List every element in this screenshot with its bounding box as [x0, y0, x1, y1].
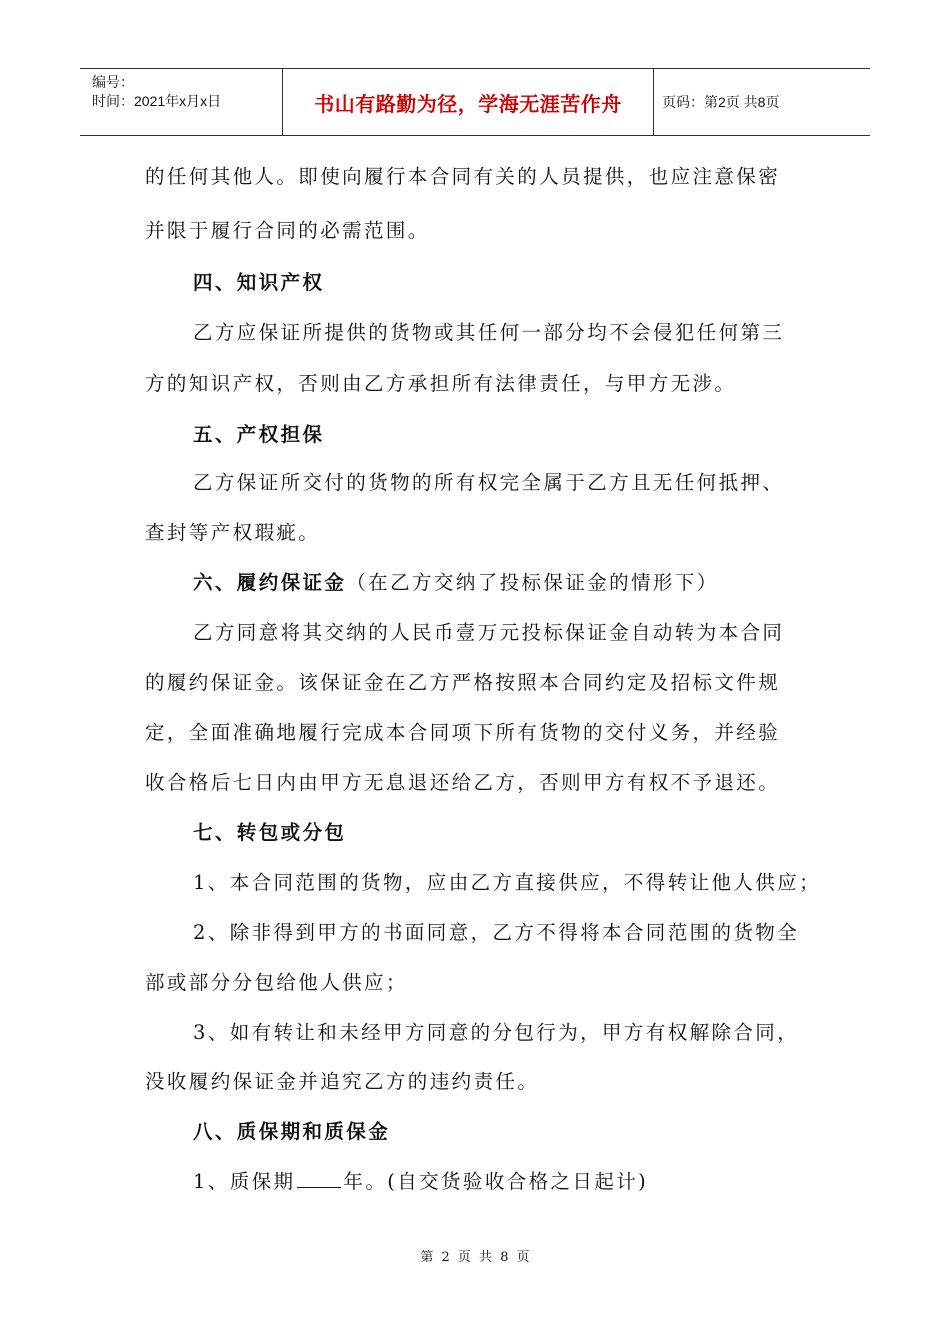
paragraph-line: 2、除非得到甲方的书面同意，乙方不得将本合同范围的货物全	[193, 921, 800, 944]
header-page-number: 页码：第2页 共8页	[662, 94, 780, 110]
header-motto: 书山有路勤为径，学海无涯苦作舟	[314, 91, 622, 116]
header-meta	[80, 69, 283, 135]
paragraph-line: 部或部分分包给他人供应；	[145, 971, 408, 994]
paragraph-line: 查封等产权瑕疵。	[145, 521, 321, 544]
section-heading: 七、转包或分包	[193, 821, 347, 844]
paragraph-line: 收合格后七日内由甲方无息退还给乙方，否则甲方有权不予退还。	[145, 771, 781, 794]
document-date: 时间：2021年x月x日	[92, 93, 222, 109]
paragraph-line: 方的知识产权，否则由乙方承担所有法律责任，与甲方无涉。	[145, 372, 737, 395]
section-heading-note: （在乙方交纳了投标保证金的情形下）	[346, 571, 719, 594]
section-heading: 四、知识产权	[193, 271, 325, 294]
header-motto-cell	[283, 69, 654, 135]
header-page-cell	[654, 69, 870, 135]
paragraph-line: 3、如有转让和未经甲方同意的分包行为，甲方有权解除合同，	[193, 1021, 800, 1044]
section-heading: 六、履约保证金	[193, 571, 347, 594]
paragraph-line	[193, 1169, 648, 1195]
document-number: 编号：	[92, 74, 134, 90]
paragraph-line: 乙方保证所交付的货物的所有权完全属于乙方且无任何抵押、	[193, 471, 785, 494]
section-heading: 五、产权担保	[193, 423, 325, 446]
warranty-period-label: 1、质保期	[193, 1170, 296, 1193]
section-heading: 八、质保期和质保金	[193, 1120, 391, 1143]
paragraph-line: 乙方同意将其交纳的人民币壹万元投标保证金自动转为本合同	[193, 621, 785, 644]
section-heading-line	[193, 570, 719, 596]
paragraph-line: 的任何其他人。即使向履行本合同有关的人员提供，也应注意保密	[145, 165, 781, 188]
paragraph-line: 乙方应保证所提供的货物或其任何一部分均不会侵犯任何第三	[193, 321, 785, 344]
warranty-period-suffix: 年。(自交货验收合格之日起计)	[343, 1170, 649, 1193]
paragraph-line: 的履约保证金。该保证金在乙方严格按照本合同约定及招标文件规	[145, 671, 781, 694]
paragraph-line: 1、本合同范围的货物，应由乙方直接供应，不得转让他人供应；	[193, 871, 822, 894]
page-header	[80, 68, 870, 136]
paragraph-line: 定，全面准确地履行完成本合同项下所有货物的交付义务，并经验	[145, 721, 781, 744]
page-footer: 第 2 页 共 8 页	[420, 1250, 530, 1265]
paragraph-line: 并限于履行合同的必需范围。	[145, 219, 430, 242]
paragraph-line: 没收履约保证金并追究乙方的违约责任。	[145, 1070, 540, 1093]
warranty-period-blank	[297, 1169, 341, 1188]
